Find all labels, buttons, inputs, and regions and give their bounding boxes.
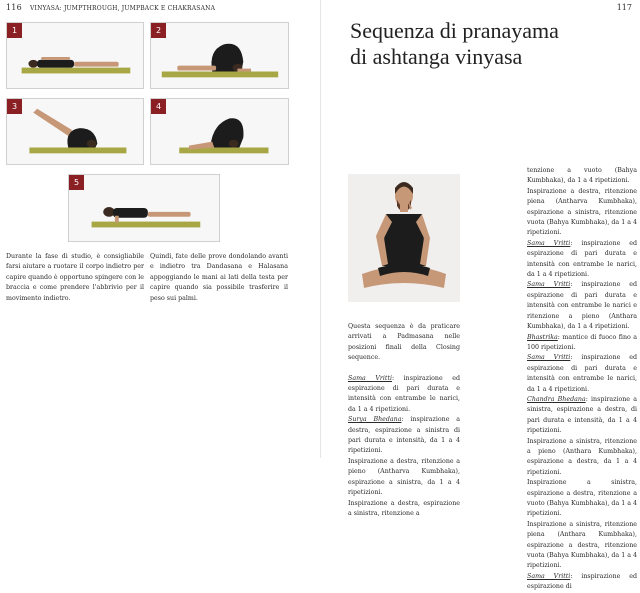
list-item: Inspirazione a sinistra, ritenzione piena (Anthara Kumbhaka), espirazione a destra, ritenzione vuota (Bahya Kumbhaka), da 1 a 4 ripetizioni. (527, 520, 637, 570)
list-item: Surya Bhedana: inspirazione a destra, espirazione a sinistra di pari durata e intensità, da 1 a 4 ripetizioni. (348, 416, 460, 455)
list-item: Inspirazione a destra, ritenzione a pieno (Antharva Kumbhaka), espirazione a sinistra, da 1 a 4 ripetizioni. (348, 457, 460, 497)
running-title: VINYASA: JUMPTHROUGH, JUMPBACK E CHAKRASANA (29, 5, 216, 12)
photo-step-5 (68, 174, 220, 242)
list-item: Sama Vritti: inspirazione ed espirazione di (527, 572, 637, 591)
yoga-pose-chaturanga-photo (69, 175, 219, 241)
technique-term: Sama Vritti (527, 239, 571, 247)
left-text-column-1 (6, 252, 144, 304)
list-item: Sama Vritti: inspirazione ed espirazione di pari durata e intensità con entrambe le narici e ritenzione a pieno (Anthara Kumbhaka), da 1 a 4 ripetizioni. (527, 281, 637, 331)
step-number-badge: 5 (69, 175, 84, 190)
title-line-2: di ashtanga vinyasa (350, 44, 523, 69)
photo-step-2 (150, 22, 289, 89)
step-number-badge: 3 (7, 99, 22, 114)
list-item: Sama Vritti: inspirazione ed espirazione di pari durata e intensità con entrambe le narici, da 1 a 4 ripetizioni. (527, 354, 637, 393)
list-item: Inspirazione a destra, espirazione a sinistra, ritenzione a (348, 499, 460, 517)
running-header (6, 3, 215, 12)
right-text-column-1 (348, 322, 460, 519)
technique-term: Sama Vritti (348, 374, 392, 382)
list-item: Bhastrika: mantice di fuoco fino a 100 ripetizioni. (527, 333, 637, 351)
paragraph: Durante la fase di studio, è consigliabile farsi aiutare a ruotare il corpo indietro per capire quando è opportuno spingere con le braccia e come prendere l'abbrivio per il movimento indietro. (6, 253, 144, 302)
meditating-man-photo (348, 174, 460, 302)
step-number-badge: 4 (151, 99, 166, 114)
right-text-column-2 (527, 166, 637, 593)
right-page-number: 117 (616, 3, 632, 12)
title-line-1: Sequenza di pranayama (350, 18, 559, 43)
technique-term: Sama Vritti (527, 572, 571, 580)
yoga-pose-halasana-photo (151, 23, 288, 88)
meditation-photo (348, 174, 460, 302)
list-item: Inspirazione a destra, ritenzione piena (Antharva Kumbhaka), espirazione a sinistra, ritenzione vuota (Bahya Kumbhaka), da 1 a 4 ripetizioni. (527, 187, 637, 237)
paragraph: Quindi, fate delle prove dondolando avanti e indietro tra Dandasana e Halasana appoggiando le mani ai lati della testa per capire quando sia possibile trasferire il peso sui palmi. (150, 253, 288, 302)
left-text-column-2 (150, 252, 288, 304)
photo-step-4 (150, 98, 289, 165)
technique-term: Sama Vritti (527, 354, 571, 362)
technique-term: Bhastrika (527, 333, 558, 341)
step-number-badge: 1 (7, 23, 22, 38)
left-page-number: 116 (6, 3, 22, 12)
technique-term: Sama Vritti (527, 281, 571, 289)
list-item: Inspirazione a sinistra, ritenzione a pieno (Anthara Kumbhaka), espirazione a destra, da 1 a 4 ripetizioni. (527, 437, 637, 476)
page-title (350, 18, 559, 70)
technique-term: Chandra Bhedana (527, 395, 586, 403)
photo-step-3 (6, 98, 144, 165)
list-item: Inspirazione a sinistra, espirazione a destra, ritenzione a vuoto (Bahya Kumbhaka), da 1 a 4 ripetizioni. (527, 479, 637, 518)
yoga-pose-backroll-photo (151, 99, 288, 164)
page-gutter (320, 0, 321, 458)
list-item: tenzione a vuoto (Bahya Kumbhaka), da 1 a 4 ripetizioni. (527, 167, 637, 185)
step-number-badge: 2 (151, 23, 166, 38)
yoga-pose-rolling-back-photo (7, 99, 143, 164)
list-item: Sama Vritti: inspirazione ed espirazione di pari durata e intensità con entrambe le narici, da 1 a 4 ripetizioni. (348, 374, 460, 413)
intro-paragraph: Questa sequenza è da praticare arrivati a Padmasana nelle posizioni finali della Closing sequence. (348, 323, 460, 362)
technique-term: Surya Bhedana (348, 416, 402, 424)
yoga-pose-supine-photo (7, 23, 143, 88)
list-item: Sama Vritti: inspirazione ed espirazione di pari durata e intensità con entrambe le narici, da 1 a 4 ripetizioni. (527, 239, 637, 279)
photo-step-1 (6, 22, 144, 89)
list-item: Chandra Bhedana: inspirazione a sinistra, espirazione a destra, di pari durata e intensità, da 1 a 4 ripetizioni. (527, 395, 637, 435)
